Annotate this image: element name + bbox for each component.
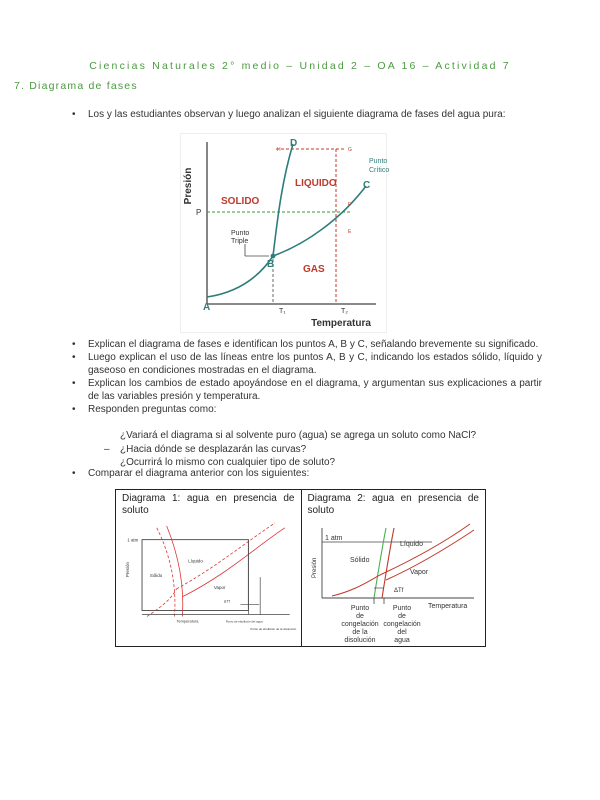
pressure-p-label: P: [196, 208, 202, 217]
question-1: ¿Variará el diagrama si al solvente puro (agua) se agrega un soluto como NaCl?: [120, 430, 477, 441]
intro-list: [0, 108, 600, 121]
t1-label: T₁: [279, 308, 286, 315]
point-g-label: G: [348, 147, 352, 153]
d1-x-label: Temperatura: [176, 618, 199, 624]
triple-point-label-1: Punto: [231, 230, 250, 237]
compare-bullet: • Comparar el diagrama anterior con los siguientes:: [0, 467, 600, 480]
phase-diagram-water: [180, 133, 390, 333]
d2-point1-l1: Punto: [350, 605, 369, 612]
point-e-label: E: [348, 229, 352, 235]
d1-point1-label: Punto de ebullición del agua: [225, 619, 263, 624]
critical-point-label-1: Punto: [369, 158, 388, 165]
d2-point2-l1: Punto: [392, 605, 411, 612]
section-title: 7. Diagrama de fases: [14, 80, 138, 92]
d1-solid-label: Sólido: [149, 573, 163, 579]
d2-liquid-label: Líquido: [399, 541, 423, 548]
x-axis-label: Temperatura: [311, 318, 371, 329]
d1-delta-label: ΔTf: [223, 598, 230, 604]
d2-point1-l3: congelación: [340, 621, 379, 628]
question-list: [0, 429, 600, 470]
page-header: Ciencias Naturales 2° medio – Unidad 2 – OA 16 – Actividad 7: [89, 60, 511, 72]
d2-point1-l5: disolución: [343, 637, 376, 644]
point-a-label: A: [203, 302, 211, 313]
diagram-2-figure: [302, 518, 486, 646]
critical-point-label-2: Crítico: [369, 167, 390, 174]
y-axis-label: Presión: [183, 167, 194, 205]
d2-point1-l4: de la: [351, 629, 368, 636]
d1-liquid-label: Líquido: [188, 558, 203, 564]
diagram-1-caption: Diagrama 1: agua en presencia de soluto: [122, 493, 295, 516]
intro-bullet: • Los y las estudiantes observan y luego analizan el siguiente diagrama de fases del agua pura:: [0, 108, 600, 121]
d1-point2-label: Punto de ebullición de la disolución: [250, 627, 297, 632]
diagram-1-figure: [116, 518, 300, 646]
bullet-3: • Explican los cambios de estado apoyándose en el diagrama, y argumentan sus explicaciones a partir de las variables presión y temperatura.: [0, 377, 600, 403]
gas-region-label: GAS: [303, 264, 325, 275]
d2-point2-l3: congelación: [382, 621, 421, 628]
d2-point2-l4: del: [396, 629, 407, 636]
d2-solid-label: Sólido: [349, 557, 369, 564]
d1-y-label: Presión: [125, 562, 131, 578]
bullet-1: • Explican el diagrama de fases e identifican los puntos A, B y C, señalando brevemente su significado.: [0, 338, 600, 351]
bullet-2: • Luego explican el uso de las líneas entre los puntos A, B y C, indicando los estados sólido, líquido y gaseoso en condiciones mostradas en el diagrama.: [0, 351, 600, 377]
diagram-1-cell: [116, 490, 301, 646]
diagram-2-caption: Diagrama 2: agua en presencia de soluto: [307, 493, 479, 516]
point-h-label: H: [277, 147, 281, 153]
d1-atm-label: 1 atm: [127, 537, 139, 543]
comparison-table: [115, 489, 486, 647]
t2-label: T₂: [341, 308, 348, 315]
d1-vapor-label: Vapor: [213, 584, 226, 590]
question-2: – ¿Hacia dónde se desplazarán las curvas?: [0, 443, 600, 457]
liquid-region-label: LIQUIDO: [295, 178, 337, 189]
point-f-label: F: [348, 202, 352, 208]
d2-vapor-label: Vapor: [409, 569, 428, 576]
question-3: ¿Ocurrirá lo mismo con cualquier tipo de soluto?: [120, 457, 336, 468]
triple-point-label-2: Triple: [231, 238, 249, 245]
d2-point1-l2: de: [355, 613, 364, 620]
point-c-label: C: [363, 180, 371, 191]
d2-delta-label: ΔTf: [393, 588, 403, 594]
point-b-label: B: [267, 259, 275, 270]
d2-y-label: Presión: [311, 557, 318, 578]
d2-point2-l5: agua: [393, 637, 410, 644]
d2-point2-l2: de: [397, 613, 406, 620]
solid-region-label: SOLIDO: [221, 196, 260, 207]
diagram-2-cell: [301, 490, 486, 646]
d2-x-label: Temperatura: [427, 603, 467, 610]
d2-atm-label: 1 atm: [324, 535, 343, 542]
compare-list: [0, 467, 600, 480]
point-d-label: D: [290, 138, 298, 149]
bullet-4: • Responden preguntas como:: [0, 403, 600, 416]
activity-list: [0, 338, 600, 416]
